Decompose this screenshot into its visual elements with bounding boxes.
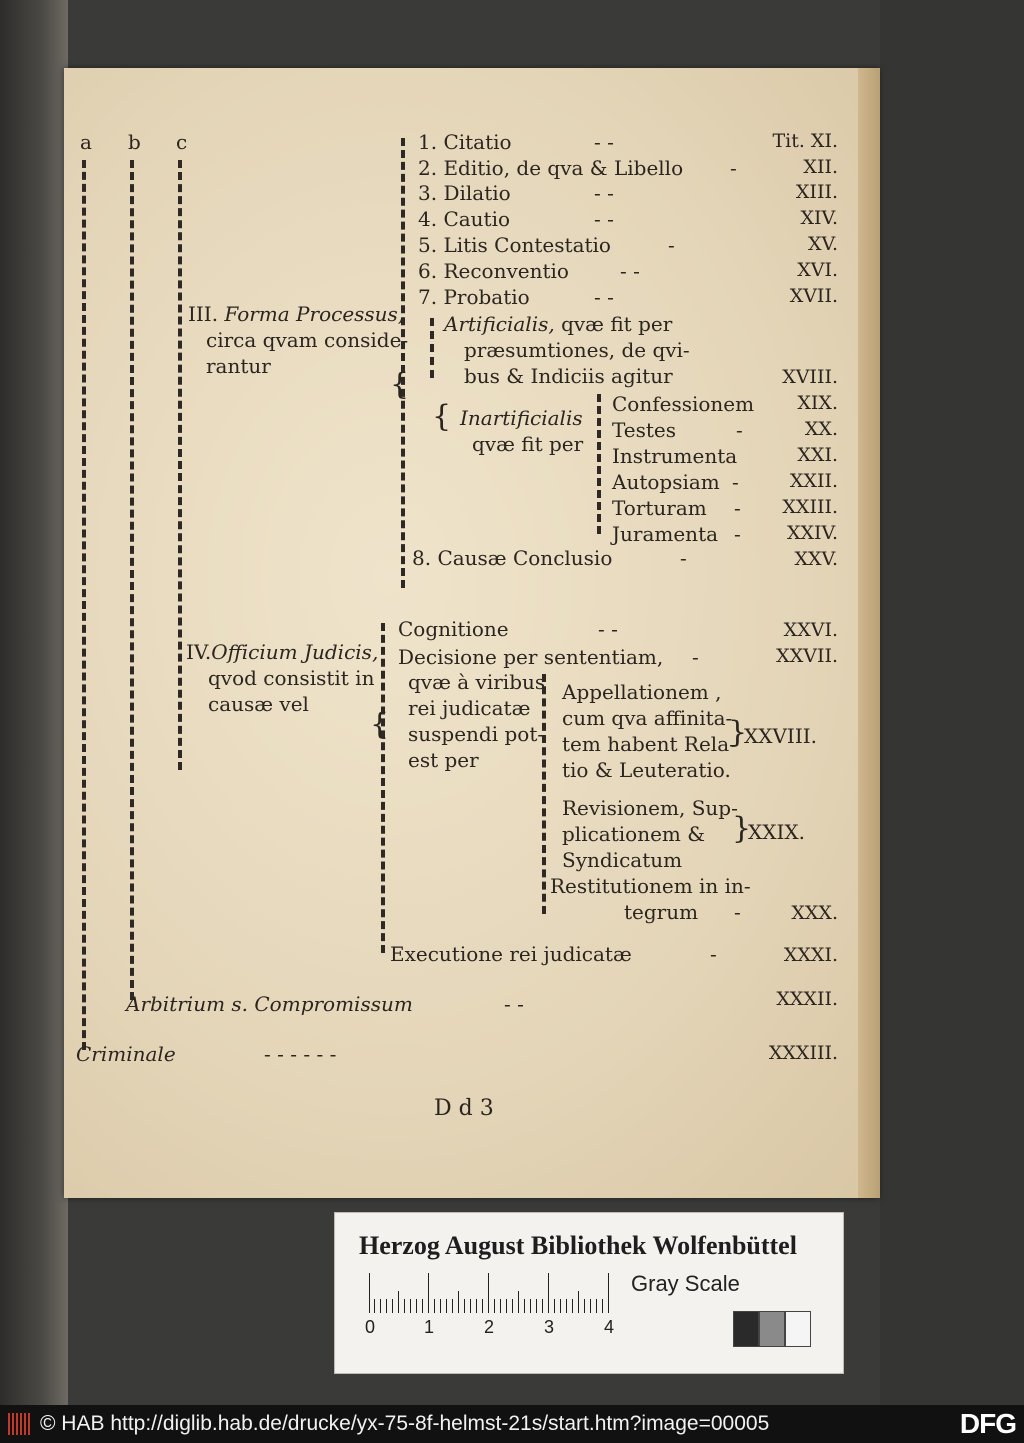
ruler-tick <box>458 1291 459 1313</box>
probatio-torturam: Torturam <box>612 496 707 520</box>
viribus-line2: rei judicatæ <box>408 696 531 720</box>
ruler-tick <box>422 1299 423 1313</box>
ruler-tick <box>416 1299 417 1313</box>
ruler-number-2: 2 <box>484 1317 495 1337</box>
tree-line-a <box>82 160 86 1050</box>
ruler-tick-major <box>488 1273 489 1313</box>
probatio-confessionem-num: XIX. <box>797 392 838 414</box>
ruler-tick <box>494 1299 495 1313</box>
ruler-tick <box>434 1299 435 1313</box>
ruler-number-3: 3 <box>544 1317 555 1337</box>
gray-swatch-mid <box>759 1311 785 1347</box>
library-name: Herzog August Bibliothek Wolfenbüttel <box>359 1231 797 1260</box>
item-1: 1. Citatio <box>418 130 512 154</box>
probatio-testes-num: XX. <box>804 418 838 440</box>
ruler-tick <box>452 1299 453 1313</box>
item-6-dots: - - <box>620 259 640 283</box>
ruler-tick <box>482 1299 483 1313</box>
revisionem-line1: Revisionem, Sup- <box>562 796 738 820</box>
probatio-testes-dots: - <box>736 418 743 442</box>
executione-dots: - <box>710 942 717 966</box>
decisione-num: XXVII. <box>776 645 838 667</box>
item-5: 5. Litis Contestatio <box>418 233 611 257</box>
ruler-tick <box>446 1299 447 1313</box>
revisionem-line2: plicationem & <box>562 822 706 846</box>
appellationem-line2: cum qva affinita- <box>562 706 733 730</box>
item-7: 7. Probatio <box>418 285 530 309</box>
item-7-dots: - - <box>594 285 614 309</box>
viribus-bracket <box>542 674 546 914</box>
book-page <box>64 68 879 1198</box>
tree-line-forma <box>401 138 405 588</box>
section-4-label <box>186 642 378 662</box>
probatio-juramenta-num: XXIV. <box>787 522 838 544</box>
section-4-line2: qvod consistit in <box>208 666 375 690</box>
section-3-line2: circa qvam conside- <box>206 328 409 352</box>
section-4-brace: { <box>370 707 390 742</box>
section-3-label <box>188 304 404 324</box>
inartificialis-line2: qvæ fit per <box>472 432 584 456</box>
page-edge <box>858 68 880 1198</box>
appellationem-line3: tem habent Rela- <box>562 732 736 756</box>
item-8-dots: - <box>680 546 687 570</box>
section-3-number: III. <box>188 302 219 326</box>
ruler-tick <box>602 1299 603 1313</box>
ruler-tick <box>500 1299 501 1313</box>
item-3-num: XIII. <box>795 181 838 203</box>
arbitrium-dots: - - <box>504 992 524 1016</box>
section-3-line3: rantur <box>206 354 271 378</box>
scanner-background-right <box>880 0 1024 1405</box>
revisionem-brace: } <box>732 811 752 846</box>
ruler-tick <box>530 1299 531 1313</box>
item-6-num: XVI. <box>797 259 838 281</box>
ruler-number-4: 4 <box>604 1317 615 1337</box>
ruler-tick-major <box>428 1273 429 1313</box>
restitutionem-dots: - <box>734 900 741 924</box>
item-8-num: XXV. <box>794 548 838 570</box>
tree-line-b <box>130 160 134 1000</box>
probatio-autopsiam-dots: - <box>732 470 739 494</box>
ruler-number-1: 1 <box>424 1317 435 1337</box>
ruler-tick <box>470 1299 471 1313</box>
probatio-confessionem: Confessionem <box>612 392 755 416</box>
scale-ruler <box>365 1273 633 1337</box>
cognitione-dots: - - <box>598 617 618 641</box>
probatio-juramenta-dots: - <box>734 522 741 546</box>
artificialis-rest: qvæ fit per <box>561 312 673 336</box>
arbitrium: Arbitrium s. Compromissum <box>126 992 413 1016</box>
probationes-bracket <box>597 394 601 534</box>
ruler-tick <box>410 1299 411 1313</box>
restitutionem-line2: tegrum <box>624 900 699 924</box>
probatio-torturam-dots: - <box>734 496 741 520</box>
probatio-torturam-num: XXIII. <box>782 496 838 518</box>
inartificialis-brace: { <box>432 399 452 434</box>
gray-swatch-light <box>785 1311 811 1347</box>
tree-line-officium <box>381 623 385 953</box>
section-4-line3: causæ vel <box>208 692 309 716</box>
revisionem-num: XXIX. <box>748 820 805 844</box>
artificialis-bracket <box>430 318 434 378</box>
scanner-background-left <box>0 0 68 1405</box>
copyright-url[interactable]: © HAB http://diglib.hab.de/drucke/yx-75-8f-helmst-21s/start.htm?image=00005 <box>40 1412 770 1435</box>
ruler-tick <box>506 1299 507 1313</box>
appellationem-num: XXVIII. <box>744 724 817 748</box>
probatio-instrumenta-num: XXI. <box>797 444 838 466</box>
gray-scale-label: Gray Scale <box>631 1271 740 1296</box>
ruler-tick <box>536 1299 537 1313</box>
page-signature: D d 3 <box>434 1096 494 1121</box>
tree-line-c <box>178 160 182 770</box>
ruler-tick <box>380 1299 381 1313</box>
title-reference: Tit. XI. <box>772 130 838 152</box>
ruler-tick <box>560 1299 561 1313</box>
decisione: Decisione per sententiam, <box>398 645 664 669</box>
artificialis-title: Artificialis, <box>444 312 555 336</box>
probatio-autopsiam: Autopsiam <box>612 470 720 494</box>
artificialis-line3: bus & Indiciis agitur <box>464 364 673 388</box>
ruler-tick-major <box>369 1273 370 1313</box>
ruler-tick <box>386 1299 387 1313</box>
section-3-brace: { <box>390 367 410 402</box>
ruler-number-0: 0 <box>365 1317 376 1337</box>
section-3-title: Forma Processus, <box>224 302 405 326</box>
hab-logo-icon <box>8 1413 34 1435</box>
ruler-tick <box>578 1291 579 1313</box>
item-4: 4. Cautio <box>418 207 511 231</box>
ruler-tick <box>524 1299 525 1313</box>
item-3: 3. Dilatio <box>418 181 511 205</box>
item-1-dots: - - <box>594 130 614 154</box>
criminale: Criminale <box>76 1042 176 1066</box>
item-8: 8. Causæ Conclusio <box>412 546 613 570</box>
ruler-tick-major <box>608 1273 609 1313</box>
probatio-testes: Testes <box>612 418 677 442</box>
dfg-logo: DFG <box>959 1408 1016 1439</box>
cognitione-num: XXVI. <box>783 619 838 641</box>
item-4-num: XIV. <box>800 207 838 229</box>
inartificialis-title: Inartificialis <box>460 406 583 430</box>
ruler-tick <box>572 1299 573 1313</box>
ruler-tick <box>584 1299 585 1313</box>
ruler-tick <box>518 1291 519 1313</box>
ruler-tick <box>464 1299 465 1313</box>
ruler-tick <box>554 1299 555 1313</box>
ruler-tick <box>596 1299 597 1313</box>
gray-swatch-dark <box>733 1311 759 1347</box>
artificialis-num: XVIII. <box>782 366 838 388</box>
item-3-dots: - - <box>594 181 614 205</box>
restitutionem-num: XXX. <box>791 902 838 924</box>
ruler-tick <box>374 1299 375 1313</box>
item-2-dots: - <box>730 156 737 180</box>
footer-bar <box>0 1405 1024 1443</box>
appellationem-line1: Appellationem , <box>562 680 722 704</box>
item-4-dots: - - <box>594 207 614 231</box>
item-6: 6. Reconventio <box>418 259 569 283</box>
ruler-tick <box>392 1299 393 1313</box>
ruler-tick <box>404 1299 405 1313</box>
ruler-tick <box>566 1299 567 1313</box>
ruler-tick <box>542 1299 543 1313</box>
artificialis-line2: præsumtiones, de qvi- <box>464 338 690 362</box>
ruler-tick <box>590 1299 591 1313</box>
criminale-num: XXXIII. <box>768 1042 838 1064</box>
ruler-tick <box>398 1291 399 1313</box>
revisionem-line3: Syndicatum <box>562 848 683 872</box>
item-5-dots: - <box>668 233 675 257</box>
decisione-dots: - <box>692 645 699 669</box>
column-letter-b: b <box>128 130 141 154</box>
column-letter-c: c <box>176 130 188 154</box>
artificialis-line1 <box>444 314 672 334</box>
viribus-line4: est per <box>408 748 479 772</box>
item-2-num: XII. <box>803 156 838 178</box>
column-letter-a: a <box>80 130 92 154</box>
ruler-tick <box>476 1299 477 1313</box>
probatio-juramenta: Juramenta <box>612 522 719 546</box>
section-4-number: IV. <box>186 640 212 664</box>
item-7-num: XVII. <box>789 285 838 307</box>
restitutionem-line1: Restitutionem in in- <box>550 874 751 898</box>
viribus-line3: suspendi pot- <box>408 722 545 746</box>
ruler-tick-major <box>548 1273 549 1313</box>
criminale-dots: - - - - - - <box>264 1042 337 1066</box>
appellationem-brace: } <box>728 715 748 750</box>
executione-num: XXXI. <box>783 944 838 966</box>
viribus-line1: qvæ à viribus <box>408 670 546 694</box>
probatio-instrumenta: Instrumenta <box>612 444 738 468</box>
item-2: 2. Editio, de qva & Libello <box>418 156 684 180</box>
probatio-autopsiam-num: XXII. <box>789 470 838 492</box>
executione: Executione rei judicatæ <box>390 942 632 966</box>
item-5-num: XV. <box>808 233 838 255</box>
section-4-title: Officium Judicis, <box>211 640 379 664</box>
library-color-card <box>334 1212 844 1374</box>
ruler-tick <box>512 1299 513 1313</box>
appellationem-line4: tio & Leuteratio. <box>562 758 731 782</box>
arbitrium-num: XXXII. <box>776 988 838 1010</box>
cognitione: Cognitione <box>398 617 509 641</box>
ruler-tick <box>440 1299 441 1313</box>
